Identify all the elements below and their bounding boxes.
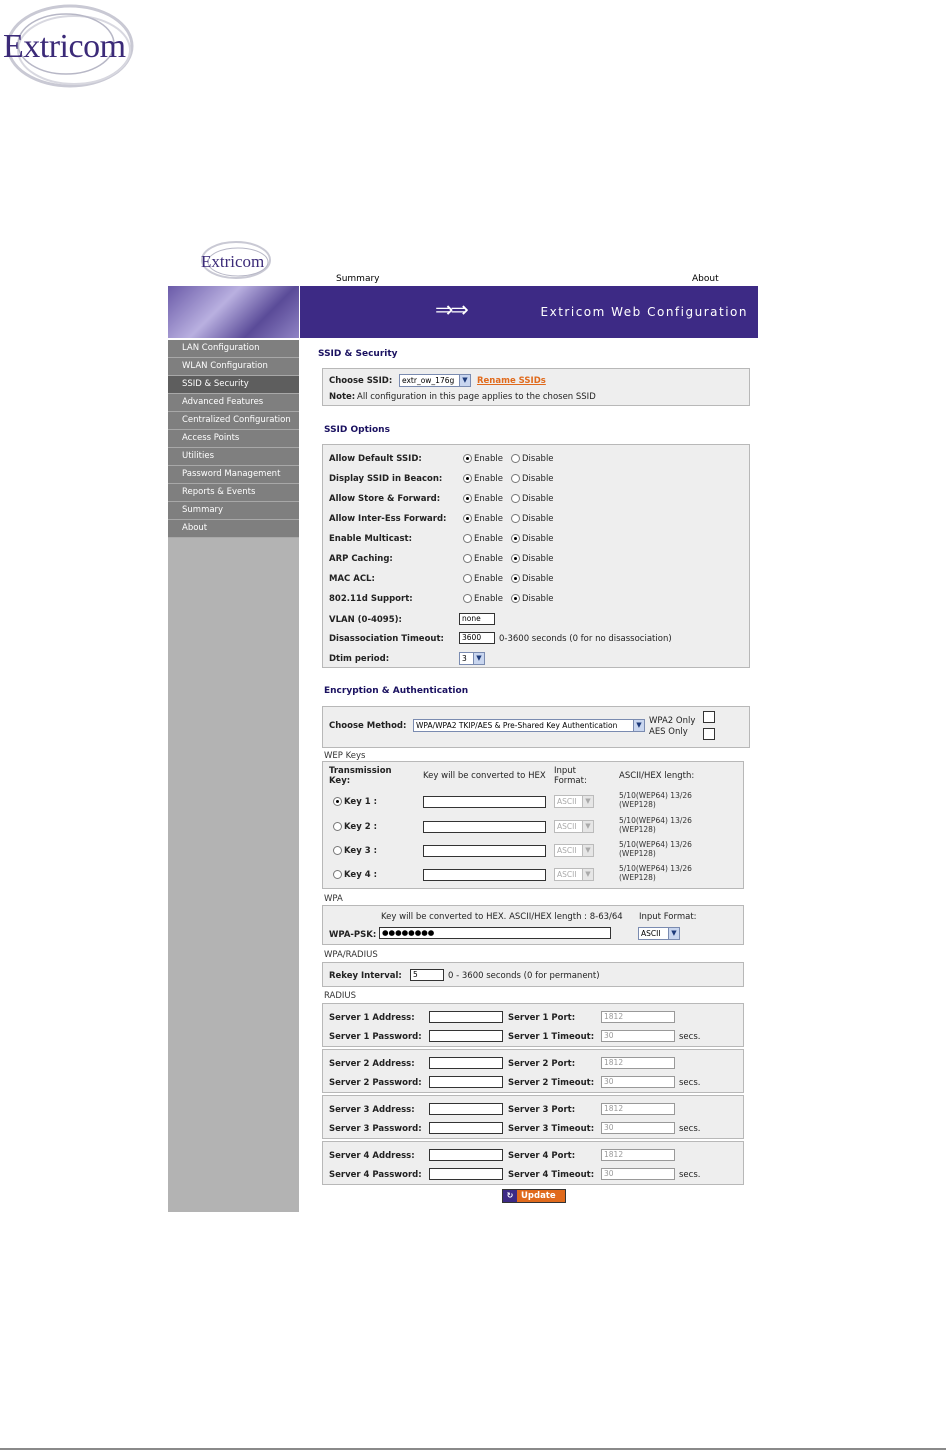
sidebar-item-about[interactable]: About (168, 520, 299, 538)
sidebar-item-summary[interactable]: Summary (168, 502, 299, 520)
server-timeout-unit: secs. (679, 1032, 701, 1042)
chevron-down-icon: ▼ (582, 869, 593, 880)
radio-icon (511, 534, 520, 543)
choose-ssid-label: Choose SSID: (329, 376, 393, 386)
server-port-label: Server 3 Port: (508, 1105, 576, 1115)
option-disable-label: Disable (522, 474, 554, 484)
wep-key-radio[interactable] (333, 797, 377, 807)
option-label: ARP Caching: (329, 554, 393, 564)
chevron-down-icon: ▼ (473, 653, 484, 664)
encryption-method-value: WPA/WPA2 TKIP/AES & Pre-Shared Key Authentication (416, 721, 618, 730)
sidebar-item-wlan-configuration[interactable]: WLAN Configuration (168, 358, 299, 376)
ssid-select[interactable] (399, 374, 471, 387)
wpa-psk-input[interactable]: ●●●●●●●● (379, 927, 611, 939)
option-disable[interactable] (511, 454, 554, 464)
server-password-input[interactable] (429, 1168, 503, 1180)
option-disable[interactable] (511, 474, 554, 484)
refresh-icon: ↻ (503, 1190, 517, 1202)
radio-icon (333, 846, 342, 855)
document-logo (0, 0, 140, 100)
option-label: Allow Store & Forward: (329, 494, 441, 504)
wpa-input-format-value: ASCII (641, 929, 661, 938)
server-timeout-input[interactable]: 30 (601, 1168, 675, 1180)
wep-key-length-hint: 5/10(WEP64) 13/26 (WEP128) (619, 816, 692, 834)
wpa-key-hint: Key will be converted to HEX. ASCII/HEX length : 8-63/64 (381, 912, 623, 922)
server-password-label: Server 3 Password: (329, 1124, 422, 1134)
sidebar-item-centralized-configuration[interactable]: Centralized Configuration (168, 412, 299, 430)
server-address-input[interactable] (429, 1011, 503, 1023)
server-timeout-label: Server 3 Timeout: (508, 1124, 595, 1134)
encryption-method-panel (322, 706, 750, 748)
disassociation-timeout-hint: 0-3600 seconds (0 for no disassociation) (499, 634, 672, 644)
radio-icon (463, 534, 472, 543)
server-password-label: Server 1 Password: (329, 1032, 422, 1042)
aes-only-label: AES Only (649, 727, 688, 737)
option-enable-label: Enable (474, 554, 503, 564)
wep-key-length-hint: 5/10(WEP64) 13/26 (WEP128) (619, 791, 692, 809)
option-enable[interactable] (463, 454, 503, 464)
radio-icon (333, 822, 342, 831)
encryption-method-select[interactable] (413, 719, 645, 732)
wep-key-format-value: ASCII (557, 822, 577, 831)
arrows-icon: ⇒⇒ (435, 298, 466, 323)
option-disable[interactable] (511, 574, 554, 584)
radius-server-panel (322, 1049, 744, 1093)
server-port-label: Server 1 Port: (508, 1013, 576, 1023)
web-config-screenshot (168, 236, 758, 1212)
option-disable[interactable] (511, 494, 554, 504)
aes-only-checkbox[interactable] (703, 728, 715, 740)
radio-icon (511, 594, 520, 603)
rename-ssids-link[interactable]: Rename SSIDs (477, 376, 546, 386)
dtim-period-select[interactable] (459, 652, 485, 665)
chevron-down-icon: ▼ (582, 796, 593, 807)
section-title-radius: RADIUS (324, 991, 357, 1001)
logo-text: Extricom (3, 28, 126, 65)
server-timeout-label: Server 4 Timeout: (508, 1170, 595, 1180)
vlan-label: VLAN (0-4095): (329, 615, 402, 625)
note-text: All configuration in this page applies to the chosen SSID (357, 392, 596, 402)
wep-key-format-select[interactable] (554, 820, 594, 833)
server-address-label: Server 1 Address: (329, 1013, 415, 1023)
option-label: Allow Default SSID: (329, 454, 422, 464)
logo-text: Extricom (201, 252, 265, 271)
wep-key-length-hint: 5/10(WEP64) 13/26 (WEP128) (619, 864, 692, 882)
server-port-input[interactable]: 1812 (601, 1103, 675, 1115)
server-address-label: Server 3 Address: (329, 1105, 415, 1115)
section-title-ssid-options: SSID Options (324, 425, 390, 435)
rekey-interval-hint: 0 - 3600 seconds (0 for permanent) (448, 971, 600, 981)
wep-key-format-select[interactable] (554, 868, 594, 881)
wep-key-format-value: ASCII (557, 846, 577, 855)
radius-server-panel (322, 1141, 744, 1185)
top-link-about[interactable]: About (692, 274, 719, 284)
option-disable-label: Disable (522, 494, 554, 504)
sidebar-item-password-management[interactable]: Password Management (168, 466, 299, 484)
radius-server-panel (322, 1095, 744, 1139)
radio-icon (463, 494, 472, 503)
option-enable-label: Enable (474, 454, 503, 464)
option-enable[interactable] (463, 594, 503, 604)
server-password-input[interactable] (429, 1122, 503, 1134)
server-address-input[interactable] (429, 1149, 503, 1161)
app-logo (196, 236, 276, 286)
radio-icon (511, 474, 520, 483)
sidebar-item-reports-events[interactable]: Reports & Events (168, 484, 299, 502)
wep-key-input[interactable] (423, 796, 546, 808)
wpa2-only-checkbox[interactable] (703, 711, 715, 723)
key-hex-header: Key will be converted to HEX (423, 771, 546, 781)
wpa-psk-label: WPA-PSK: (329, 930, 377, 940)
wep-key-input[interactable] (423, 869, 546, 881)
radio-icon (333, 797, 342, 806)
chevron-down-icon: ▼ (668, 928, 679, 939)
server-password-label: Server 2 Password: (329, 1078, 422, 1088)
wep-key-format-value: ASCII (557, 870, 577, 879)
option-disable-label: Disable (522, 574, 554, 584)
wep-key-label: Key 2 : (344, 822, 377, 832)
ssid-select-value: extr_ow_176g (402, 376, 455, 385)
wpa2-only-label: WPA2 Only (649, 716, 696, 726)
option-disable-label: Disable (522, 594, 554, 604)
option-label: MAC ACL: (329, 574, 375, 584)
disassociation-timeout-label: Disassociation Timeout: (329, 634, 444, 644)
rekey-interval-input[interactable]: 5 (410, 969, 444, 981)
option-disable-label: Disable (522, 454, 554, 464)
dtim-period-value: 3 (462, 654, 467, 663)
radio-icon (511, 574, 520, 583)
radius-server-panel (322, 1003, 744, 1047)
server-address-input[interactable] (429, 1057, 503, 1069)
input-format-header: Input Format: (554, 766, 587, 786)
sidebar (168, 340, 299, 1212)
radio-icon (511, 454, 520, 463)
option-disable-label: Disable (522, 534, 554, 544)
server-port-input[interactable]: 1812 (601, 1057, 675, 1069)
sidebar-item-lan-configuration[interactable]: LAN Configuration (168, 340, 299, 358)
sidebar-item-access-points[interactable]: Access Points (168, 430, 299, 448)
rekey-interval-label: Rekey Interval: (329, 971, 402, 981)
server-password-label: Server 4 Password: (329, 1170, 422, 1180)
option-disable-label: Disable (522, 554, 554, 564)
option-disable[interactable] (511, 554, 554, 564)
wep-key-input[interactable] (423, 821, 546, 833)
wep-key-format-select[interactable] (554, 844, 594, 857)
ssid-options-panel (322, 444, 750, 668)
server-password-input[interactable] (429, 1030, 503, 1042)
banner (300, 286, 758, 338)
chevron-down-icon: ▼ (582, 821, 593, 832)
radio-icon (333, 870, 342, 879)
wep-key-format-select[interactable] (554, 795, 594, 808)
option-disable[interactable] (511, 534, 554, 544)
section-title-wep-keys: WEP Keys (324, 751, 366, 761)
update-button[interactable] (502, 1189, 566, 1203)
wep-key-input[interactable] (423, 845, 546, 857)
option-disable-label: Disable (522, 514, 554, 524)
radio-icon (463, 594, 472, 603)
chevron-down-icon: ▼ (582, 845, 593, 856)
choose-method-label: Choose Method: (329, 721, 407, 731)
sidebar-item-advanced-features[interactable]: Advanced Features (168, 394, 299, 412)
option-enable-label: Enable (474, 534, 503, 544)
wpa-input-format-select[interactable] (638, 927, 680, 940)
section-title-encryption: Encryption & Authentication (324, 686, 469, 696)
server-timeout-unit: secs. (679, 1078, 701, 1088)
banner-title: Extricom Web Configuration (540, 305, 748, 319)
server-timeout-label: Server 1 Timeout: (508, 1032, 595, 1042)
chevron-down-icon: ▼ (633, 720, 644, 731)
server-timeout-label: Server 2 Timeout: (508, 1078, 595, 1088)
server-timeout-input[interactable]: 30 (601, 1076, 675, 1088)
wep-key-radio[interactable] (333, 870, 377, 880)
option-enable-label: Enable (474, 514, 503, 524)
option-disable[interactable] (511, 514, 554, 524)
wep-key-radio[interactable] (333, 846, 377, 856)
wep-key-label: Key 4 : (344, 870, 377, 880)
option-enable[interactable] (463, 534, 503, 544)
top-link-summary[interactable]: Summary (336, 274, 380, 284)
radio-icon (511, 554, 520, 563)
server-timeout-input[interactable]: 30 (601, 1122, 675, 1134)
option-label: Enable Multicast: (329, 534, 413, 544)
radio-icon (463, 474, 472, 483)
radio-icon (463, 454, 472, 463)
option-enable[interactable] (463, 494, 503, 504)
server-port-label: Server 2 Port: (508, 1059, 576, 1069)
banner-graphic (168, 286, 299, 338)
radio-icon (511, 494, 520, 503)
radio-icon (463, 554, 472, 563)
option-enable-label: Enable (474, 594, 503, 604)
ssid-chooser-panel (322, 368, 750, 406)
chevron-down-icon: ▼ (459, 375, 470, 386)
server-timeout-unit: secs. (679, 1124, 701, 1134)
server-timeout-input[interactable]: 30 (601, 1030, 675, 1042)
radio-icon (463, 514, 472, 523)
server-timeout-unit: secs. (679, 1170, 701, 1180)
option-enable-label: Enable (474, 474, 503, 484)
wep-key-radio[interactable] (333, 822, 377, 832)
section-title-ssid-security: SSID & Security (318, 349, 398, 359)
wpa-panel (322, 905, 744, 945)
server-address-input[interactable] (429, 1103, 503, 1115)
option-enable[interactable] (463, 514, 503, 524)
vlan-input[interactable]: none (459, 613, 495, 625)
radio-icon (511, 514, 520, 523)
section-title-wpa-radius: WPA/RADIUS (324, 950, 378, 960)
dtim-period-label: Dtim period: (329, 654, 390, 664)
option-label: 802.11d Support: (329, 594, 413, 604)
server-address-label: Server 2 Address: (329, 1059, 415, 1069)
server-address-label: Server 4 Address: (329, 1151, 415, 1161)
wep-key-length-hint: 5/10(WEP64) 13/26 (WEP128) (619, 840, 692, 858)
ascii-hex-length-header: ASCII/HEX length: (619, 771, 695, 781)
transmission-key-header: Transmission Key: (329, 766, 392, 786)
option-disable[interactable] (511, 594, 554, 604)
sidebar-item-ssid-security[interactable]: SSID & Security (168, 376, 299, 394)
server-password-input[interactable] (429, 1076, 503, 1088)
option-enable[interactable] (463, 574, 503, 584)
wep-key-label: Key 3 : (344, 846, 377, 856)
footer-rule (0, 1448, 946, 1450)
option-label: Display SSID in Beacon: (329, 474, 443, 484)
sidebar-item-utilities[interactable]: Utilities (168, 448, 299, 466)
section-title-wpa: WPA (324, 894, 343, 904)
disassociation-timeout-input[interactable]: 3600 (459, 632, 495, 644)
server-port-input[interactable]: 1812 (601, 1149, 675, 1161)
server-port-label: Server 4 Port: (508, 1151, 576, 1161)
server-port-input[interactable]: 1812 (601, 1011, 675, 1023)
radio-icon (463, 574, 472, 583)
option-label: Allow Inter-Ess Forward: (329, 514, 447, 524)
update-button-label: Update (521, 1191, 556, 1201)
option-enable[interactable] (463, 474, 503, 484)
wep-keys-panel (322, 761, 744, 889)
wpa-radius-panel (322, 962, 744, 987)
wpa-input-format-label: Input Format: (639, 912, 697, 922)
option-enable-label: Enable (474, 494, 503, 504)
option-enable[interactable] (463, 554, 503, 564)
wep-key-format-value: ASCII (557, 797, 577, 806)
option-enable-label: Enable (474, 574, 503, 584)
note-label: Note: (329, 392, 356, 402)
wep-key-label: Key 1 : (344, 797, 377, 807)
